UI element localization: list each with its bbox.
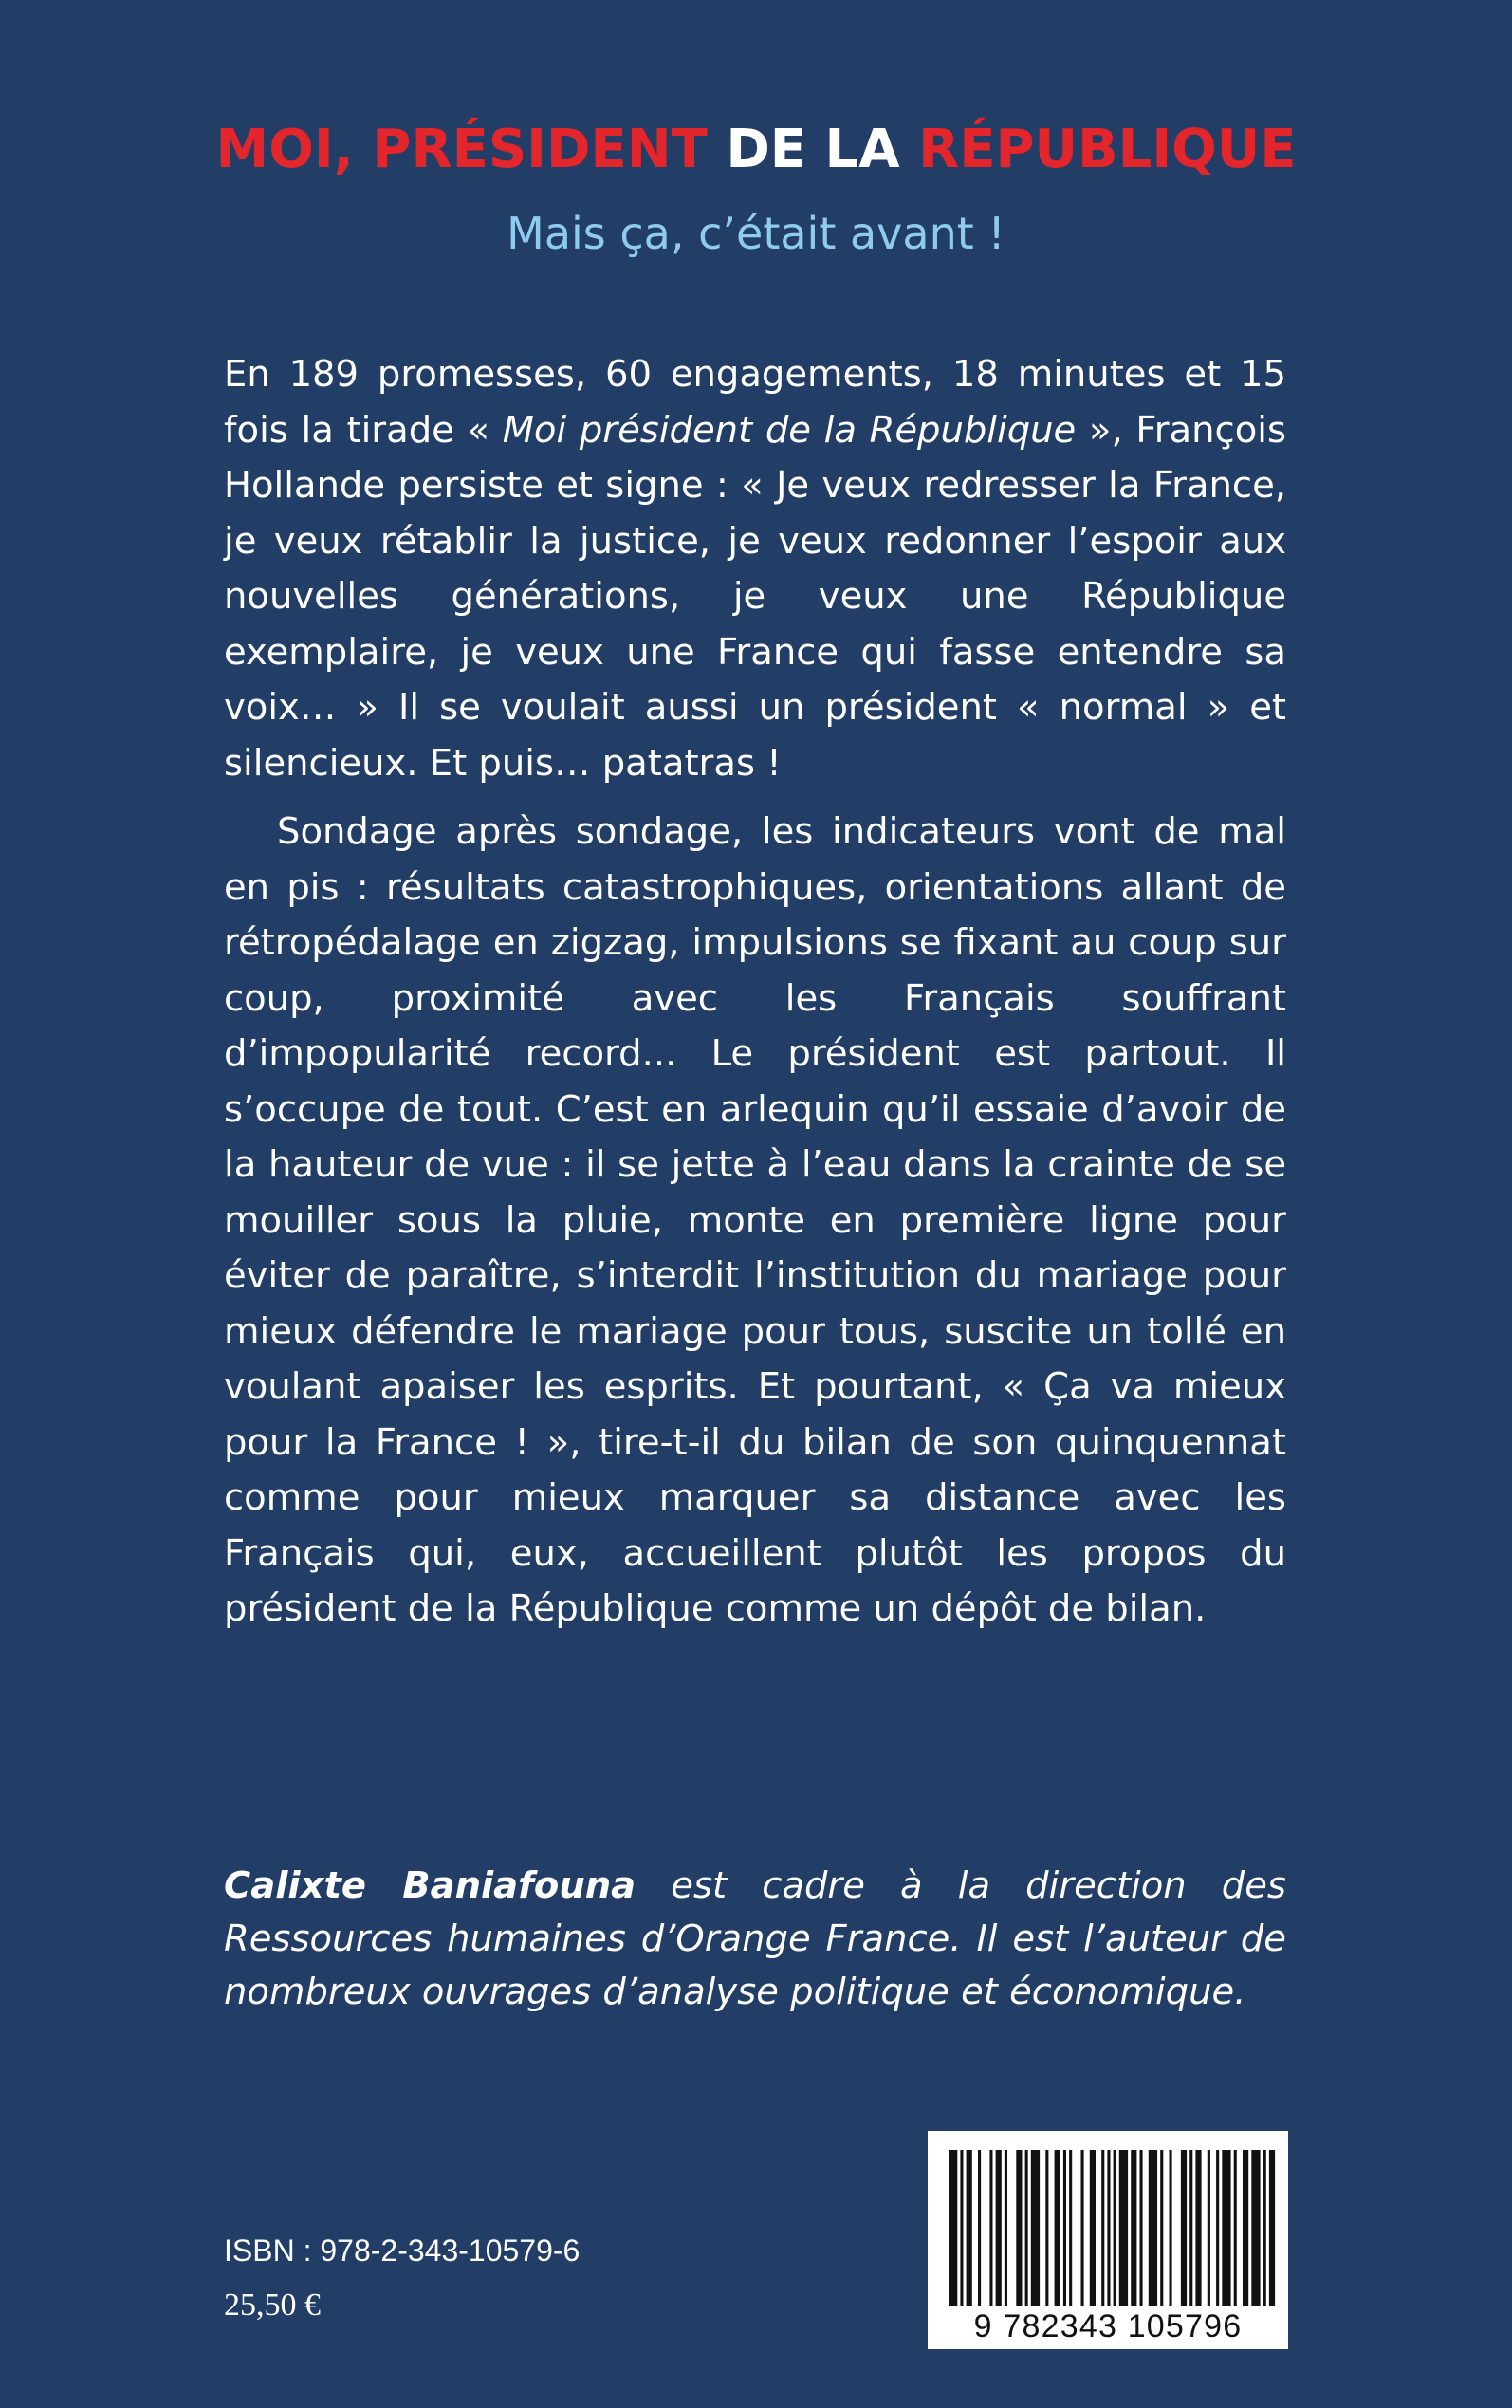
barcode-bar [1081, 2150, 1084, 2306]
barcode-bar [1063, 2150, 1066, 2306]
barcode-bar [989, 2150, 992, 2306]
barcode-bar [978, 2150, 981, 2306]
barcode-bar [996, 2150, 1002, 2306]
barcode-bar [1045, 2150, 1048, 2306]
barcode-bar [1069, 2150, 1072, 2306]
barcode-bar [960, 2150, 963, 2306]
barcode-bar [1140, 2150, 1143, 2306]
blurb-p1-start: En 189 promesses, 60 engagements, 18 minutes et 15 fois la tirade « [224, 353, 1286, 452]
barcode-bar [1016, 2150, 1022, 2306]
title-part-republique: RÉPUBLIQUE [918, 119, 1297, 180]
barcode-bar [1101, 2150, 1104, 2306]
barcode-bar [1119, 2150, 1128, 2306]
title-part-moi-president: MOI, PRÉSIDENT [215, 119, 708, 180]
barcode-bar [1208, 2150, 1210, 2306]
barcode-bar [1263, 2150, 1266, 2306]
barcode-bar [1055, 2150, 1060, 2306]
blurb-text [224, 347, 1286, 1638]
barcode-bar [1269, 2150, 1275, 2306]
author-bio-text: est cadre à la direction des Ressources humaines d’Orange France. Il est l’auteur de nombreux ouvrages d’analyse politique et économique. [224, 1864, 1286, 2013]
title-part-de-la: DE LA [726, 119, 900, 180]
book-price: 25,50 € [224, 2288, 321, 2323]
barcode-bar [1005, 2150, 1007, 2306]
barcode-bar [1195, 2150, 1201, 2306]
barcode-bar [1107, 2150, 1110, 2306]
barcode-bar [1025, 2150, 1028, 2306]
blurb-paragraph-1 [224, 347, 1286, 791]
barcode-bar [1031, 2150, 1040, 2306]
author-name: Calixte Baniafouna [224, 1864, 636, 1907]
barcode-bar [1181, 2150, 1187, 2306]
barcode-icon [928, 2131, 1288, 2311]
barcode-bar [1222, 2150, 1230, 2306]
blurb-p1-end: », François Hollande persiste et signe : « Je veux redresser la France, je veux rétablir la justice, je veux redonner l’espoir aux nouvelles générations, je veux une République exemplaire, je veux une France qui fasse entendre sa voix… » Il se voulait aussi un président « normal » et silencieux. Et puis… patatras ! [224, 408, 1286, 785]
barcode-bar [1189, 2150, 1192, 2306]
barcode-bar [1090, 2150, 1096, 2306]
blurb-p1-quote: Moi président de la République [502, 408, 1077, 452]
barcode-bar [1149, 2150, 1157, 2306]
barcode-bar [1234, 2150, 1237, 2306]
barcode-box [928, 2131, 1288, 2349]
barcode-bar [967, 2150, 972, 2306]
barcode-bar [949, 2150, 957, 2306]
blurb-paragraph-2: Sondage après sondage, les indicateurs vont de mal en pis : résultats catastrophiques, orientations allant de rétropédalage en zigzag, impulsions se fixant au coup sur coup, proximité avec les Français souffrant d’impopularité record... Le président est partout. Il s’occupe de tout. C’est en arlequin qu’il essaie d’avoir de la hauteur de vue : il se jette à l’eau dans la crainte de se mouiller sous la pluie, monte en première ligne pour éviter de paraître, s’interdit l’institution du mariage pour mieux défendre le mariage pour tous, suscite un tollé en voulant apaiser les esprits. Et pourtant, « Ça va mieux pour la France ! », tire-t-il du bilan de son quinquennat comme pour mieux marquer sa distance avec les Français qui, eux, accueillent plutôt les propos du président de la République comme un dépôt de bilan. [224, 810, 1286, 1630]
book-subtitle: Mais ça, c’était avant ! [507, 208, 1005, 259]
author-bio [224, 1860, 1286, 2019]
isbn-number: ISBN : 978-2-343-10579-6 [224, 2233, 581, 2268]
barcode-bar [1170, 2150, 1172, 2306]
barcode-bar [1243, 2150, 1248, 2306]
barcode-bar [1251, 2150, 1260, 2306]
book-title [0, 112, 1512, 188]
barcode-bar [1216, 2150, 1219, 2306]
barcode-bar [1160, 2150, 1163, 2306]
barcode-bar [1131, 2150, 1136, 2306]
barcode-digits: 9 782343 105796 [973, 2308, 1243, 2344]
barcode-bar [1114, 2150, 1116, 2306]
